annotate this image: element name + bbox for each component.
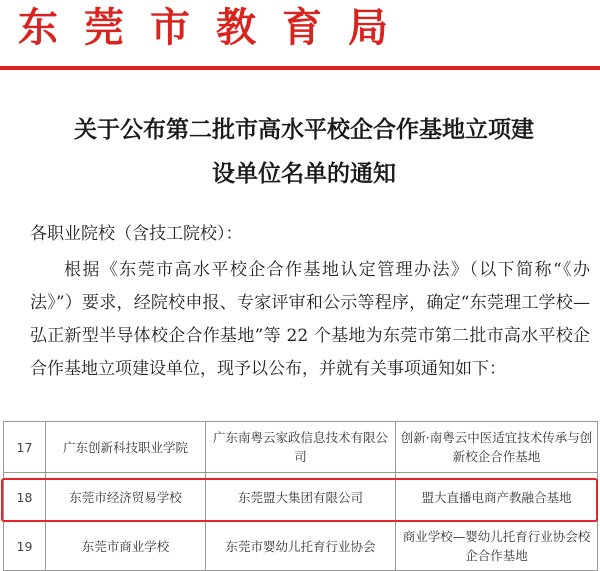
school-name: 广东创新科技职业学院 — [46, 422, 206, 473]
school-name: 东莞市商业学校 — [46, 522, 206, 571]
company-name: 广东南粤云家政信息技术有限公司 — [206, 422, 396, 473]
title-line-2: 设单位名单的通知 — [212, 160, 396, 187]
company-name: 东莞盟大集团有限公司 — [206, 473, 396, 522]
company-name: 东莞市婴幼儿托育行业协会 — [206, 522, 396, 571]
base-name: 盟大直播电商产教融合基地 — [396, 473, 598, 522]
salutation: 各职业院校（含技工院校）： — [30, 224, 243, 244]
school-name: 东莞市经济贸易学校 — [46, 473, 206, 522]
row-index: 19 — [4, 522, 46, 571]
title-line-1: 关于公布第二批市高水平校企合作基地立项建 — [74, 116, 534, 143]
row-index: 18 — [4, 473, 46, 522]
body-paragraph: 根据《东莞市高水平校企合作基地认定管理办法》（以下简称“《办法》”）要求，经院校申报、专家评审和公示等程序，确定“东莞理工学校—弘正新型半导体校企合作基地”等 22 个基地为东莞市第二批市高水平校企合作基地立项建设单位，现予以公布，并就有关事项通知如下： — [30, 260, 590, 379]
row-index: 17 — [4, 422, 46, 473]
letterhead-red-rule — [0, 66, 600, 70]
base-list-table — [3, 421, 598, 571]
document-title — [24, 108, 584, 196]
letterhead — [0, 0, 600, 70]
table-row — [4, 422, 598, 473]
organization-name: 东莞市教育局 — [18, 4, 414, 51]
table-row — [4, 522, 598, 571]
base-name: 商业学校—婴幼儿托育行业协会校企合作基地 — [396, 522, 598, 571]
base-name: 创新·南粤云中医适宜技术传承与创新校企合作基地 — [396, 422, 598, 473]
table-row-highlighted — [4, 473, 598, 522]
